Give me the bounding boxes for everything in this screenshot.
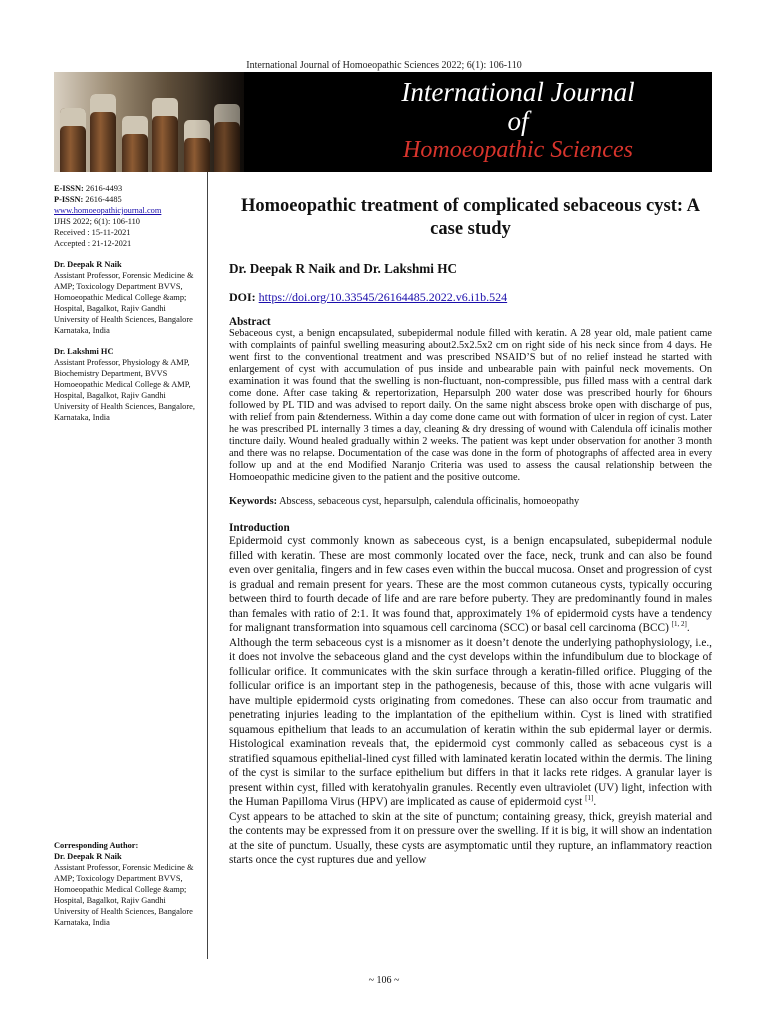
eissn-label: E-ISSN: bbox=[54, 184, 84, 193]
column-divider bbox=[207, 172, 208, 959]
intro-paragraph-1-text: Epidermoid cyst commonly known as sabeceous cyst, is a benign encapsulated, subepidermal nodule filled with keratin. These are most commonly located over the face, neck, trunk and can also be found even over genitalia, fingers and in few cases even within the buccal mucosa. Onset and progression of cyst is gradual and remain present for years. These are the most common cutaneous cysts, typically occuring between third to fourth decade of life and are rare before puberty. They are predominantly found in males than females with ratio of 2:1. It was found that, approximately 1% of epidermoid cysts have a tendency for malignant transformation into squamous cell carcinoma (SCC) or basal cell carcinoma (BCC) bbox=[229, 535, 712, 634]
keywords-line bbox=[229, 496, 712, 507]
keywords-label: Keywords: bbox=[229, 496, 278, 507]
page-number: ~ 106 ~ bbox=[368, 975, 400, 986]
abstract-heading: Abstract bbox=[229, 316, 271, 328]
article-title: Homoeopathic treatment of complicated sebaceous cyst: A case study bbox=[241, 196, 700, 239]
intro-paragraph-3: Cyst appears to be attached to skin at the site of punctum; containing greasy, thick, greyish material and the contents may be expressed from it on pressure over the swelling. If it is big, it will show an indentation at the site of punctum. Usually, these cysts are asymptomatic until they rupture, an inflammatory reaction starts once the cyst ruptures due and yellow bbox=[229, 810, 712, 866]
corresponding-author-label: Corresponding Author: bbox=[54, 841, 139, 850]
doi-label: DOI: bbox=[229, 290, 256, 304]
corresponding-author-name: Dr. Deepak R Naik bbox=[54, 852, 122, 861]
corresponding-author-block bbox=[54, 840, 202, 928]
author2-affiliation-block bbox=[54, 346, 202, 423]
article-main bbox=[229, 195, 712, 868]
journal-title bbox=[324, 78, 712, 165]
author1-name: Dr. Deepak R Naik bbox=[54, 260, 122, 269]
article-metadata bbox=[54, 183, 202, 249]
author2-affiliation: Assistant Professor, Physiology & AMP, Biochemistry Department, BVVS Homoeopathic Medical College & AMP, Hospital, Bagalkot, Rajiv Gandhi University of Health Sciences, Bangalore, Karnataka, India bbox=[54, 358, 195, 422]
pissn-label: P-ISSN: bbox=[54, 195, 84, 204]
doi-link[interactable]: https://doi.org/10.33545/26164485.2022.v6.i1b.524 bbox=[258, 290, 508, 304]
journal-banner bbox=[54, 72, 712, 172]
article-sidebar bbox=[54, 183, 202, 423]
doi-line bbox=[229, 290, 712, 305]
corresponding-author-affiliation: Assistant Professor, Forensic Medicine & AMP; Toxicology Department BVVS, Homoeopathic Medical College &amp; Hospital, Bagalkot, Rajiv Gandhi University of Health Sciences, Bangalore Karnataka, India bbox=[54, 863, 194, 927]
intro-paragraph-2: Although the term sebaceous cyst is a misnomer as it doesn’t denote the underlying pathophysiology, i.e., it does not involve the sebaceous gland and the cyst develops within the infundibulum due to blockage of follicular orifice. It communicates with the skin surface through a keratin-filled orifice. Plugging of the follicular orifice is an important step in the pathogenesis, because of this, those with acne vulgaris will have multiple epidermoid cysts originating from comedones. These can also occur from traumatic and penetrating injuries leading to the implantation of the epithelium within. Cyst is lined with stratified squamous epithelium that leads to an accumulation of keratin within the sub epidermal layer or dermis. Histological examination reveals that, the epidermoid cyst commonly called as sebaceous cyst is a stratified squamous epithelial-lined cyst filled with laminated keratin located within the dermis. The lining of the cyst is similar to the surface epithelium but differs in that it lacks rete ridges. A granular layer is present within cyst, filled with keratohyalin granules. Recently even ultraviolet (UV) light, infection with the Human Papilloma Virus (HPV) are implicated as cause of epidermoid cyst [1]. bbox=[229, 636, 712, 808]
journal-website-link[interactable]: www.homoeopathicjournal.com bbox=[54, 206, 162, 215]
journal-title-line3: Homoeopathic Sciences bbox=[403, 137, 633, 163]
keywords-text: Abscess, sebaceous cyst, heparsulph, calendula officinalis, homoeopathy bbox=[279, 496, 580, 507]
intro-paragraph-1: Epidermoid cyst commonly known as sabeceous cyst, is a benign encapsulated, subepidermal nodule filled with keratin. These are most commonly located over the face, neck, trunk and can also be found even over genitalia, fingers and in few cases even within the buccal mucosa. Onset and progression of cyst is gradual and remain present for years. These are the most common cutaneous cysts, typically occuring between third to fourth decade of life and are rare before puberty. They are predominantly found in males than females with ratio of 2:1. It was found that, approximately 1% of epidermoid cysts have a tendency for malignant transformation into squamous cell carcinoma (SCC) or basal cell carcinoma (BCC) [1, 2]. bbox=[229, 535, 712, 634]
intro-paragraph-2-text: Although the term sebaceous cyst is a misnomer as it doesn’t denote the underlying pathophysiology, i.e., it does not involve the sebaceous gland and the cyst develops within the infundibulum due to blockage of follicular orifice. It communicates with the skin surface through a keratin-filled orifice. Plugging of the follicular orifice is an important step in the pathogenesis, because of this, those with acne vulgaris will have multiple epidermoid cysts originating from comedones. These can also occur from traumatic and penetrating injuries leading to the implantation of the epithelium within. Cyst is lined with stratified squamous epithelium that leads to an accumulation of keratin within the sub epidermal layer or dermis. Histological examination reveals that, the epidermoid cyst commonly called as sebaceous cyst is a stratified squamous epithelial-lined cyst filled with laminated keratin located within the dermis. The lining of the cyst is similar to the surface epithelium but differs in that it lacks rete ridges. A granular layer is present within cyst, filled with keratohyalin granules. Recently even ultraviolet (UV) light, infection with the Human Papilloma Virus (HPV) are implicated as cause of epidermoid cyst bbox=[229, 636, 712, 808]
running-header: International Journal of Homoeopathic Sciences 2022; 6(1): 106-110 bbox=[246, 60, 522, 71]
author1-affiliation-block bbox=[54, 259, 202, 336]
received-date: Received : 15-11-2021 bbox=[54, 228, 131, 237]
journal-title-line1: International Journal bbox=[401, 77, 635, 107]
pissn-value: 2616-4485 bbox=[85, 195, 122, 204]
abstract-text: Sebaceous cyst, a benign encapsulated, subepidermal nodule filled with keratin. A 28 year old, male patient came with complaints of painful swelling measuring about2.5x2.5x2 cm on right side of his neck since from 4 days. He went first to the conventional treatment and was prescribed NSAID’S but of no relief instead he started with enlargement of cyst with accumulation of pus inside and unbearable pain with painful neck movements. On examination it was found that the swelling is non-fluctuant, non-compressible, pus filled mass with a central dark come done. After case taking & repertorization, Heparsulph 200 water dose was prescribed hourly for 6hours followed by PL TID and was advised to report daily. On the same night abscess broke open with discharge of pus, with relief from pain &tenderness. Within a day come done came out with formation of ulcer in region of cyst. Later he was prescribed PL internally 3 times a day, cleaning & dry dressing of wound with Calendula off icinalis mother tincture daily. Wound healed gradually within 2 weeks. The patient was kept under observation for another 3 month and there was no relapse. Documentation of the case was done in the form of photographs of affected area in every follow up and at the end Modified Naranjo Criteria was used to assess the causal relationship between the Homoeopathic medicine given to the patient and the positive outcome. bbox=[229, 328, 712, 483]
journal-title-line2: of bbox=[507, 106, 529, 136]
accepted-date: Accepted : 21-12-2021 bbox=[54, 239, 132, 248]
citation: IJHS 2022; 6(1): 106-110 bbox=[54, 217, 140, 226]
eissn-value: 2616-4493 bbox=[85, 184, 123, 193]
author2-name: Dr. Lakshmi HC bbox=[54, 347, 114, 356]
citation-ref: [1] bbox=[585, 794, 594, 803]
introduction-heading: Introduction bbox=[229, 522, 290, 534]
citation-ref: [1, 2] bbox=[671, 620, 687, 629]
article-authors: Dr. Deepak R Naik and Dr. Lakshmi HC bbox=[229, 261, 458, 276]
author1-affiliation: Assistant Professor, Forensic Medicine & AMP; Toxicology Department BVVS, Homoeopathic Medical College &amp; Hospital, Bagalkot, Rajiv Gandhi University of Health Sciences, Bangalore Karnataka, India bbox=[54, 271, 194, 335]
